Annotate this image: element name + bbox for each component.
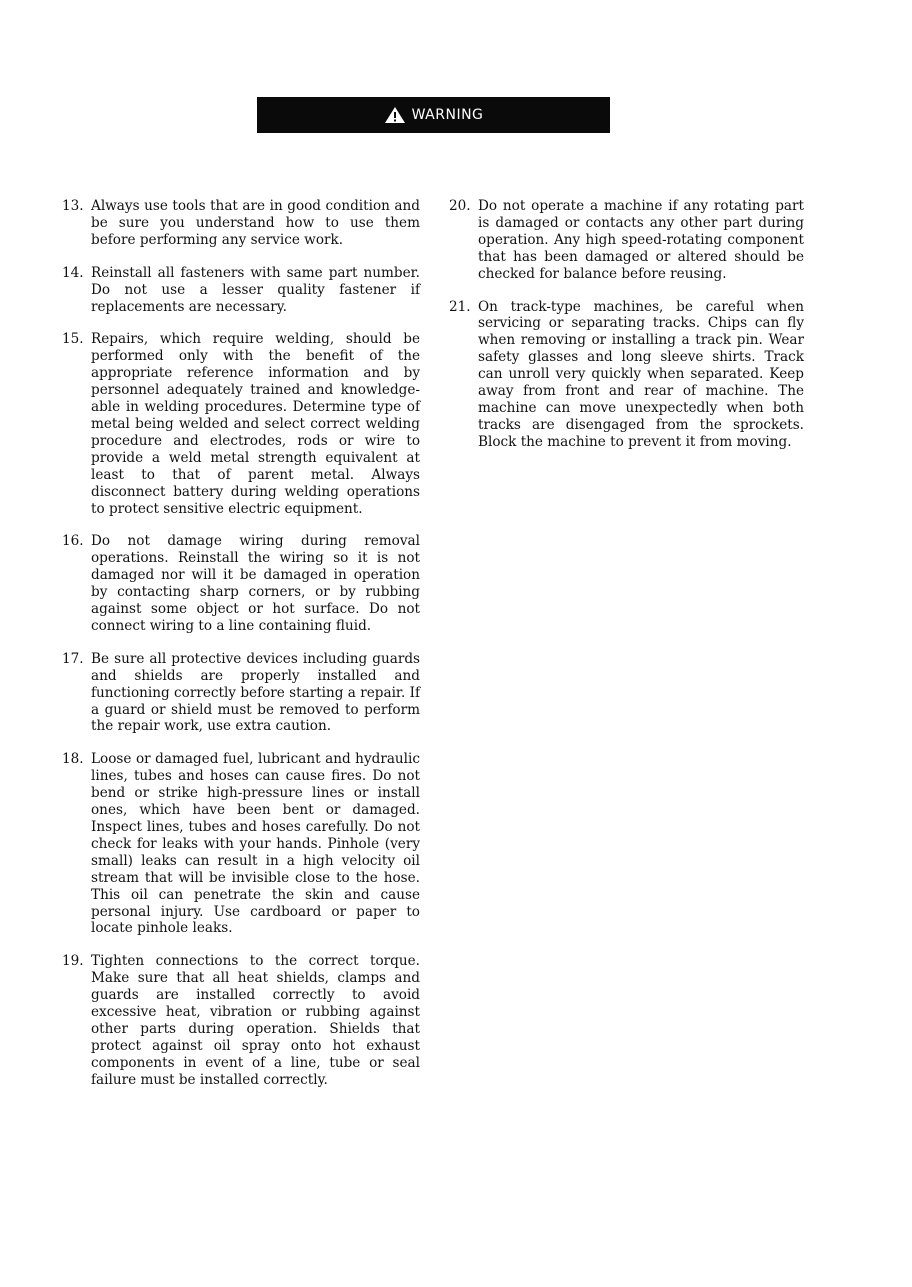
item-number: 17.	[62, 650, 84, 667]
warning-banner	[257, 97, 610, 133]
item-text: On track-type machines, be careful when servicing or separating tracks. Chips can fly when removing or installing a track pin. Wear safety glasses and long sleeve shirts. Track can unroll very quickly when separated. Keep away from front and rear of machine. The machine can move unexpectedly when both tracks are disengaged from the sprockets. Block the machine to prevent it from moving.	[478, 298, 804, 450]
item-number: 18.	[62, 751, 84, 768]
list-item	[62, 331, 420, 517]
item-text: Tighten connections to the correct torque. Make sure that all heat shields, clamps and guards are installed correctly to avoid excessive heat, vibration or rubbing against other parts during operation. Shields that protect against oil spray onto hot exhaust components in event of a line, tube or seal failure must be installed correctly.	[91, 953, 420, 1088]
list-item	[62, 265, 420, 316]
list-item	[62, 533, 420, 634]
warning-triangle-icon	[384, 106, 406, 124]
item-number: 21.	[449, 298, 471, 315]
list-item	[62, 651, 420, 736]
right-column	[449, 198, 804, 467]
list-item	[449, 198, 804, 283]
list-item	[449, 299, 804, 451]
item-number: 13.	[62, 198, 84, 214]
item-number: 14.	[62, 264, 84, 281]
item-text: Reinstall all fasteners with same part number. Do not use a lesser quality fastener if replacements are necessary.	[91, 264, 420, 315]
item-number: 16.	[62, 533, 84, 550]
list-item	[62, 751, 420, 937]
item-number: 19.	[62, 953, 84, 970]
item-text: Always use tools that are in good condition and be sure you understand how to use them before performing any service work.	[91, 198, 420, 248]
item-number: 15.	[62, 331, 84, 348]
list-item	[62, 198, 420, 249]
warning-label: WARNING	[411, 107, 484, 123]
left-column	[62, 198, 420, 1105]
item-text: Loose or damaged fuel, lubricant and hydraulic lines, tubes and hoses can cause fires. Do not bend or strike high-pressure lines or install ones, which have been bent or damaged. Inspect lines, tubes and hoses carefully. Do not check for leaks with your hands. Pinhole (very small) leaks can result in a high velocity oil stream that will be invisible close to the hose. This oil can penetrate the skin and cause personal injury. Use cardboard or paper to locate pinhole leaks.	[91, 751, 420, 937]
item-text: Repairs, which require welding, should be performed only with the benefit of the appropriate reference information and by personnel adequately trained and knowledge-able in welding procedures. Determine type of metal being welded and select correct welding procedure and electrodes, rods or wire to provide a weld metal strength equivalent at least to that of parent metal. Always disconnect battery during welding operations to protect sensitive electric equipment.	[91, 331, 420, 517]
item-number: 20.	[449, 198, 471, 214]
item-text: Do not damage wiring during removal operations. Reinstall the wiring so it is not damaged nor will it be damaged in operation by contacting sharp corners, or by rubbing against some object or hot surface. Do not connect wiring to a line containing fluid.	[91, 533, 420, 634]
item-text: Be sure all protective devices including guards and shields are properly installed and functioning correctly before starting a repair. If a guard or shield must be removed to perform the repair work, use extra caution.	[91, 650, 420, 735]
item-text: Do not operate a machine if any rotating part is damaged or contacts any other part during operation. Any high speed-rotating component that has been damaged or altered should be checked for balance before reusing.	[478, 198, 804, 282]
list-item	[62, 953, 420, 1088]
